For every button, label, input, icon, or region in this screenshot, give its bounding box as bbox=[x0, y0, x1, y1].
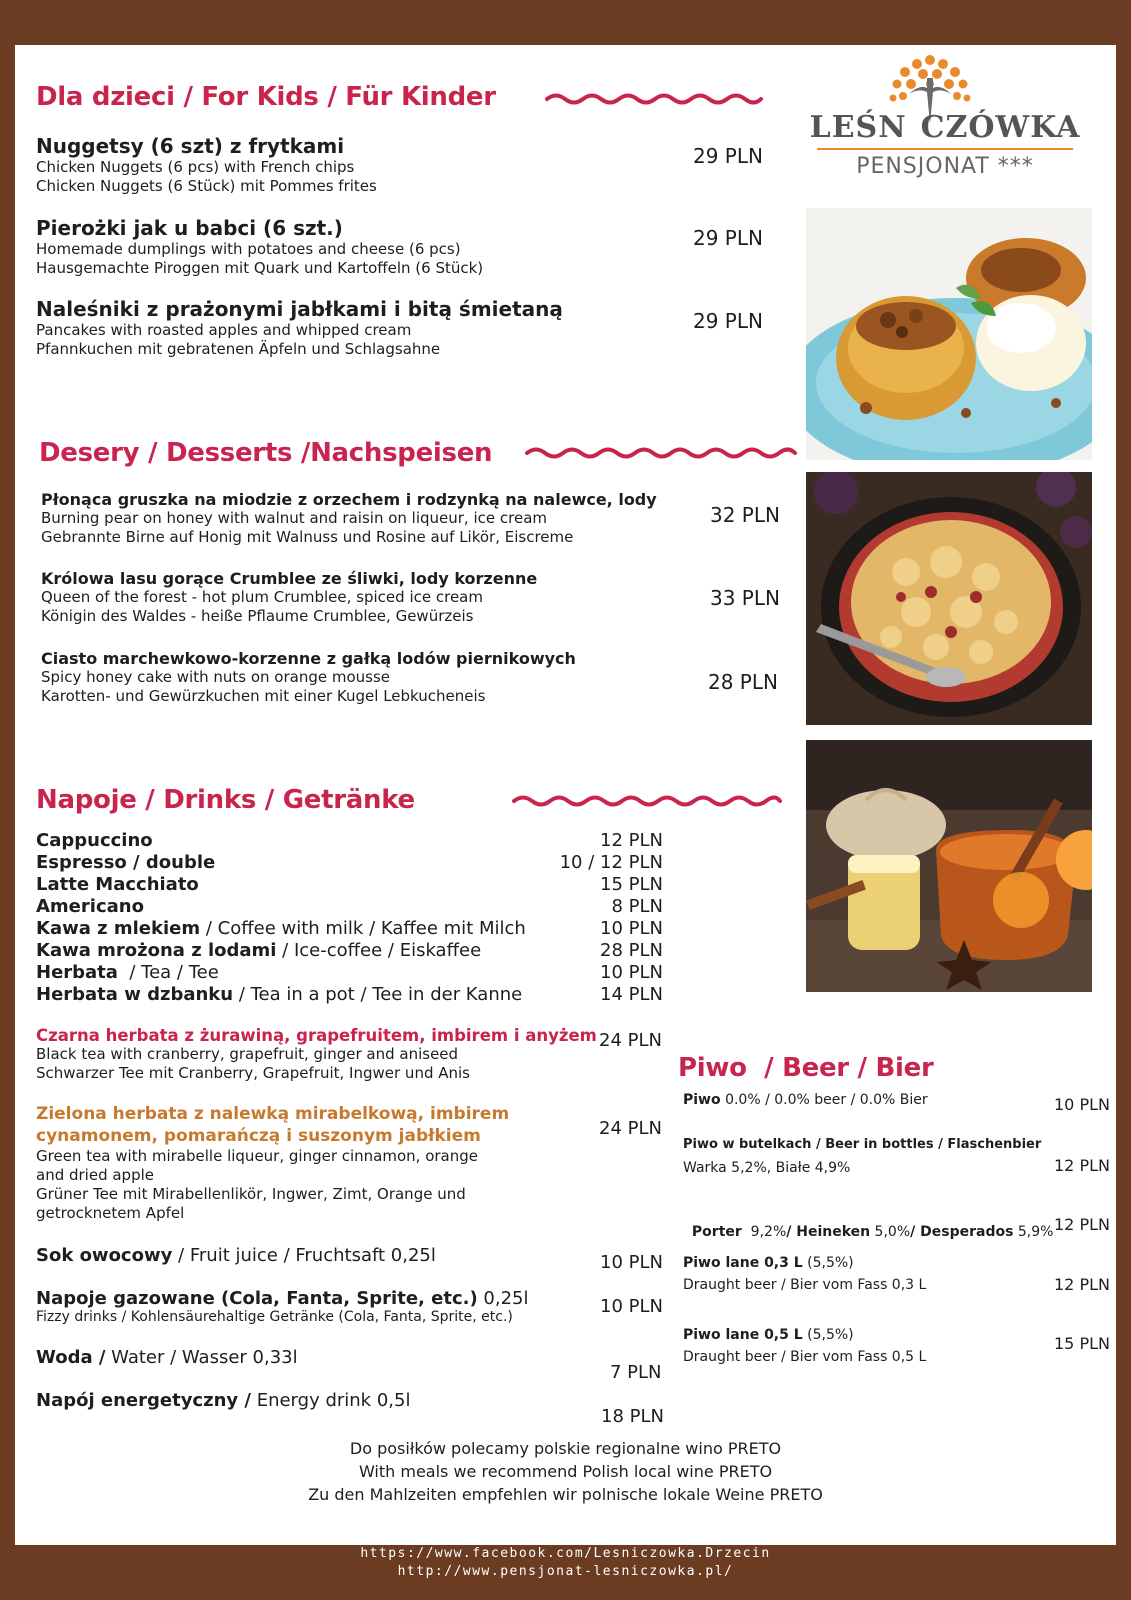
drink-black-tea: Czarna herbata z żurawiną, grapefruitem, imbirem i anyżem Black tea with cranberry, grapefruit, ginger and aniseed Schwarzer Tee mit Cranberry, Grapefruit, Ingwer und Anis bbox=[36, 1026, 597, 1082]
wave-divider bbox=[512, 792, 782, 810]
desserts-heading: Desery / Desserts /Nachspeisen bbox=[39, 438, 493, 468]
drink-row-tea: Herbata / Tea / Tee 10 PLN bbox=[36, 962, 663, 983]
price: 10 PLN bbox=[1054, 1095, 1110, 1114]
drink-row-coffee-milk: Kawa z mlekiem / Coffee with milk / Kaffee mit Milch 10 PLN bbox=[36, 918, 663, 939]
drink-green-tea: Zielona herbata z nalewką mirabelkową, imbirem cynamonem, pomarańczą i suszonym jabłkiem Green tea with mirabelle liqueur, ginger cinnamon, orange and dried apple Grüner Tee mit Mirabellenlikör, Ingwer, Zimt, Orange und getrocknetem Apfel bbox=[36, 1104, 510, 1222]
price: 33 PLN bbox=[710, 586, 780, 610]
price: 12 PLN bbox=[1054, 1156, 1110, 1175]
kids-item: Naleśniki z prażonymi jabłkami i bitą śmietaną Pancakes with roasted apples and whipped cream Pfannkuchen mit gebratenen Äpfeln und Schlagsahne bbox=[36, 297, 563, 358]
price: 12 PLN bbox=[1054, 1275, 1110, 1294]
logo-subtitle: PENSJONAT *** bbox=[856, 154, 1034, 179]
price: 24 PLN bbox=[599, 1118, 662, 1139]
dessert-item: Królowa lasu gorące Crumblee ze śliwki, lody korzenne Queen of the forest - hot plum Crumblee, spiced ice cream Königin des Waldes - heiße Pflaume Crumblee, Gewürzeis bbox=[41, 569, 538, 625]
beer-row: Piwo lane 0,5 L (5,5%) Draught beer / Bier vom Fass 0,5 L bbox=[683, 1327, 927, 1365]
drinks-heading: Napoje / Drinks / Getränke bbox=[36, 785, 415, 815]
price: 18 PLN bbox=[601, 1406, 664, 1427]
wine-note: Do posiłków polecamy polskie regionalne wino PRETO bbox=[349, 1439, 782, 1458]
kids-heading: Dla dzieci / For Kids / Für Kinder bbox=[36, 82, 496, 112]
beer-heading: Piwo / Beer / Bier bbox=[678, 1053, 934, 1083]
drink-row-ice-coffee: Kawa mrożona z lodami / Ice-coffee / Eiskaffee 28 PLN bbox=[36, 940, 663, 961]
price: 12 PLN bbox=[1054, 1215, 1110, 1234]
beer-row: Piwo w butelkach / Beer in bottles / Flaschenbier Warka 5,2%, Białe 4,9% bbox=[683, 1137, 1042, 1176]
dessert-item: Płonąca gruszka na miodzie z orzechem i rodzynką na nalewce, lody Burning pear on honey with walnut and raisin on liqueur, ice cream Gebrannte Birne auf Honig mit Walnuss und Rosine auf Likör, Eiscreme bbox=[41, 490, 657, 546]
logo-underline bbox=[817, 148, 1073, 150]
drink-soda: Napoje gazowane (Cola, Fanta, Sprite, etc.) 0,25l Fizzy drinks / Kohlensäurehaltige Getränke (Cola, Fanta, Sprite, etc.) bbox=[36, 1288, 529, 1325]
kids-item: Pierożki jak u babci (6 szt.) Homemade dumplings with potatoes and cheese (6 pcs) Hausgemachte Piroggen mit Quark und Kartoffeln (6 Stück) bbox=[36, 216, 484, 277]
wave-divider bbox=[525, 444, 797, 462]
drink-row-cappuccino: Cappuccino 12 PLN bbox=[36, 830, 663, 851]
price: 15 PLN bbox=[1054, 1334, 1110, 1353]
drink-row-tea-pot: Herbata w dzbanku / Tea in a pot / Tee in der Kanne 14 PLN bbox=[36, 984, 663, 1005]
beer-row: Piwo 0.0% / 0.0% beer / 0.0% Bier bbox=[683, 1092, 928, 1108]
drink-row-americano: Americano 8 PLN bbox=[36, 896, 663, 917]
beer-row: Piwo lane 0,3 L (5,5%) Draught beer / Bier vom Fass 0,3 L bbox=[683, 1255, 927, 1293]
price: 24 PLN bbox=[599, 1030, 662, 1051]
website-link[interactable]: http://www.pensjonat-lesniczowka.pl/ bbox=[397, 1564, 734, 1579]
facebook-link[interactable]: https://www.facebook.com/Lesniczowka.Drzecin bbox=[360, 1546, 771, 1561]
price: 10 PLN bbox=[600, 1252, 663, 1273]
dessert-photo-plum-crumble bbox=[806, 472, 1092, 725]
kids-item: Nuggetsy (6 szt) z frytkami Chicken Nuggets (6 pcs) with French chips Chicken Nuggets (6 Stück) mit Pommes frites bbox=[36, 134, 377, 195]
drink-photo-tea bbox=[806, 740, 1092, 992]
dessert-photo-baked-apple bbox=[806, 208, 1092, 460]
price: 28 PLN bbox=[708, 670, 778, 694]
price: 10 PLN bbox=[600, 1296, 663, 1317]
drink-row-latte: Latte Macchiato 15 PLN bbox=[36, 874, 663, 895]
logo bbox=[805, 52, 1085, 187]
drink-water: Woda / Water / Wasser 0,33l bbox=[36, 1347, 298, 1368]
price: 29 PLN bbox=[693, 309, 763, 333]
logo-name: LEŚN CZÓWKA bbox=[809, 110, 1081, 145]
price: 29 PLN bbox=[693, 226, 763, 250]
dessert-item: Ciasto marchewkowo-korzenne z gałką lodów piernikowych Spicy honey cake with nuts on orange mousse Karotten- und Gewürzkuchen mit einer Kugel Lebkucheneis bbox=[41, 649, 576, 705]
drink-row-espresso: Espresso / double 10 / 12 PLN bbox=[36, 852, 663, 873]
price: 32 PLN bbox=[710, 503, 780, 527]
price: 29 PLN bbox=[693, 144, 763, 168]
wine-note: With meals we recommend Polish local wine PRETO bbox=[358, 1462, 773, 1481]
drink-energy: Napój energetyczny / Energy drink 0,5l bbox=[36, 1390, 411, 1411]
wave-divider bbox=[545, 90, 763, 108]
price: 7 PLN bbox=[610, 1362, 662, 1383]
wine-note: Zu den Mahlzeiten empfehlen wir polnische lokale Weine PRETO bbox=[308, 1485, 823, 1504]
drink-juice: Sok owocowy / Fruit juice / Fruchtsaft 0,25l bbox=[36, 1245, 436, 1266]
beer-row: Porter 9,2%/ Heineken 5,0%/ Desperados 5,9% bbox=[691, 1224, 1054, 1240]
